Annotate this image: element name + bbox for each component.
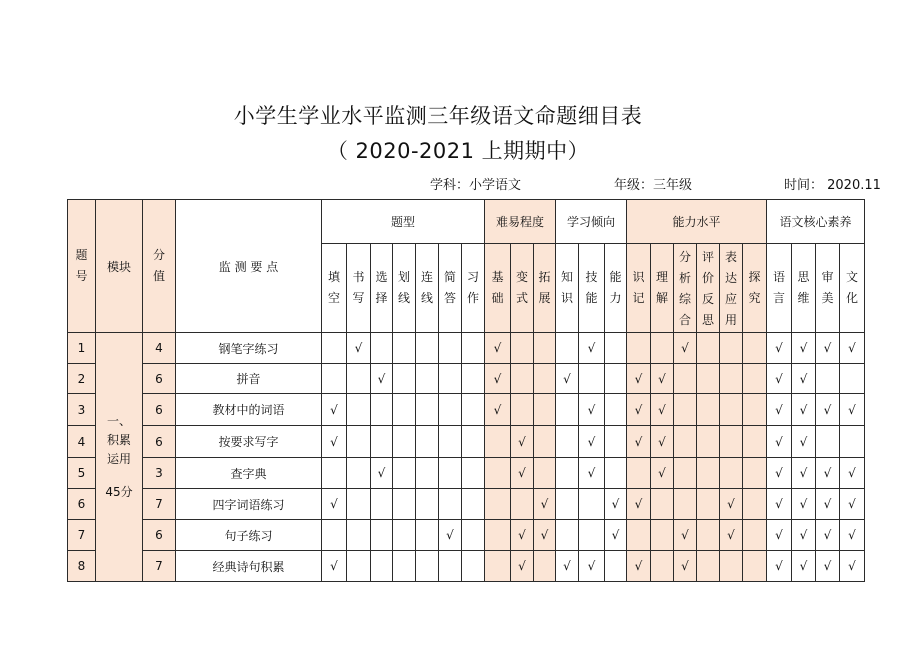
check-cell: √ xyxy=(674,333,697,364)
check-cell: √ xyxy=(322,394,347,426)
check-cell: √ xyxy=(511,520,534,551)
check-cell xyxy=(322,520,347,551)
row-score: 4 xyxy=(143,333,176,364)
check-cell: √ xyxy=(627,426,651,458)
check-cell xyxy=(439,489,462,520)
check-cell: √ xyxy=(534,520,556,551)
check-cell: √ xyxy=(371,458,393,489)
time-label: 时间： 2020.11 xyxy=(784,178,881,193)
row-point: 四字词语练习 xyxy=(176,489,322,520)
row-score: 6 xyxy=(143,364,176,394)
check-cell: √ xyxy=(840,394,865,426)
check-cell xyxy=(743,551,767,582)
row-score: 6 xyxy=(143,520,176,551)
col-header: 思 维 xyxy=(792,244,816,333)
row-score: 6 xyxy=(143,394,176,426)
check-cell xyxy=(462,426,485,458)
check-cell xyxy=(674,489,697,520)
check-cell xyxy=(697,458,720,489)
check-cell: √ xyxy=(792,426,816,458)
check-cell: √ xyxy=(579,333,605,364)
header-group-tendency: 学习倾向 xyxy=(556,200,627,244)
col-header: 习 作 xyxy=(462,244,485,333)
check-cell xyxy=(556,520,579,551)
check-cell xyxy=(743,426,767,458)
check-cell xyxy=(627,520,651,551)
row-number: 3 xyxy=(68,394,96,426)
row-number: 6 xyxy=(68,489,96,520)
col-header: 书 写 xyxy=(347,244,371,333)
check-cell xyxy=(416,489,439,520)
row-point: 句子练习 xyxy=(176,520,322,551)
spec-table xyxy=(67,199,865,582)
check-cell xyxy=(485,426,511,458)
check-cell xyxy=(697,364,720,394)
row-number: 1 xyxy=(68,333,96,364)
row-score: 6 xyxy=(143,426,176,458)
check-cell xyxy=(579,520,605,551)
row-number: 2 xyxy=(68,364,96,394)
check-cell xyxy=(627,333,651,364)
check-cell: √ xyxy=(767,364,792,394)
check-cell xyxy=(697,520,720,551)
module-label: 一、 xyxy=(106,414,131,428)
check-cell xyxy=(462,551,485,582)
table-row xyxy=(68,333,865,364)
check-cell xyxy=(651,551,674,582)
check-cell: √ xyxy=(767,394,792,426)
check-cell: √ xyxy=(347,333,371,364)
row-number: 5 xyxy=(68,458,96,489)
check-cell xyxy=(816,364,840,394)
check-cell xyxy=(720,333,743,364)
check-cell xyxy=(697,426,720,458)
check-cell: √ xyxy=(767,426,792,458)
header-module: 模块 xyxy=(96,200,143,333)
check-cell: √ xyxy=(840,551,865,582)
check-cell xyxy=(347,364,371,394)
check-cell xyxy=(720,426,743,458)
check-cell xyxy=(393,489,416,520)
check-cell xyxy=(371,394,393,426)
row-point: 查字典 xyxy=(176,458,322,489)
check-cell xyxy=(743,333,767,364)
row-point: 教材中的词语 xyxy=(176,394,322,426)
table-row xyxy=(68,520,865,551)
check-cell xyxy=(347,551,371,582)
check-cell xyxy=(371,551,393,582)
check-cell xyxy=(347,520,371,551)
check-cell: √ xyxy=(792,551,816,582)
check-cell: √ xyxy=(816,551,840,582)
check-cell xyxy=(371,489,393,520)
check-cell xyxy=(651,489,674,520)
check-cell: √ xyxy=(720,489,743,520)
check-cell xyxy=(720,551,743,582)
check-cell xyxy=(439,364,462,394)
check-cell xyxy=(743,489,767,520)
check-cell xyxy=(674,364,697,394)
check-cell xyxy=(393,364,416,394)
check-cell xyxy=(651,333,674,364)
check-cell: √ xyxy=(627,364,651,394)
check-cell xyxy=(439,333,462,364)
check-cell xyxy=(393,458,416,489)
subject-label: 学科：小学语文 xyxy=(430,178,522,193)
check-cell: √ xyxy=(816,489,840,520)
check-cell xyxy=(579,364,605,394)
check-cell xyxy=(840,426,865,458)
check-cell xyxy=(605,333,627,364)
check-cell: √ xyxy=(816,394,840,426)
check-cell: √ xyxy=(485,333,511,364)
check-cell: √ xyxy=(485,364,511,394)
check-cell xyxy=(743,394,767,426)
check-cell xyxy=(556,333,579,364)
table-row xyxy=(68,394,865,426)
check-cell xyxy=(556,458,579,489)
check-cell xyxy=(556,394,579,426)
check-cell: √ xyxy=(511,551,534,582)
check-cell xyxy=(720,364,743,394)
module-label: 积累 xyxy=(106,433,131,447)
check-cell: √ xyxy=(651,364,674,394)
check-cell xyxy=(511,333,534,364)
check-cell xyxy=(534,333,556,364)
row-point: 按要求写字 xyxy=(176,426,322,458)
check-cell xyxy=(322,458,347,489)
check-cell xyxy=(416,364,439,394)
check-cell xyxy=(674,458,697,489)
check-cell xyxy=(511,489,534,520)
col-header: 简 答 xyxy=(439,244,462,333)
check-cell xyxy=(697,551,720,582)
check-cell xyxy=(743,364,767,394)
check-cell: √ xyxy=(651,394,674,426)
document-subtitle: （ 2020-2021 上期期中） xyxy=(326,139,590,163)
check-cell xyxy=(743,520,767,551)
check-cell: √ xyxy=(674,551,697,582)
header-group-ability: 能力水平 xyxy=(627,200,767,244)
check-cell: √ xyxy=(556,364,579,394)
check-cell: √ xyxy=(651,458,674,489)
check-cell: √ xyxy=(322,551,347,582)
check-cell xyxy=(462,520,485,551)
check-cell xyxy=(416,333,439,364)
check-cell: √ xyxy=(605,520,627,551)
check-cell: √ xyxy=(767,489,792,520)
check-cell xyxy=(816,426,840,458)
row-number: 8 xyxy=(68,551,96,582)
check-cell xyxy=(605,458,627,489)
col-header: 理 解 xyxy=(651,244,674,333)
check-cell: √ xyxy=(767,520,792,551)
col-header: 分 析 综 合 xyxy=(674,244,697,333)
check-cell xyxy=(651,520,674,551)
check-cell xyxy=(322,333,347,364)
col-header: 选 择 xyxy=(371,244,393,333)
check-cell: √ xyxy=(627,551,651,582)
check-cell xyxy=(534,394,556,426)
col-header: 基 础 xyxy=(485,244,511,333)
check-cell: √ xyxy=(816,458,840,489)
check-cell: √ xyxy=(767,458,792,489)
check-cell xyxy=(743,458,767,489)
check-cell: √ xyxy=(792,394,816,426)
check-cell: √ xyxy=(534,489,556,520)
document-title: 小学生学业水平监测三年级语文命题细目表 xyxy=(233,104,643,128)
check-cell: √ xyxy=(579,458,605,489)
check-cell xyxy=(534,364,556,394)
row-point: 拼音 xyxy=(176,364,322,394)
check-cell xyxy=(371,426,393,458)
check-cell xyxy=(485,489,511,520)
check-cell: √ xyxy=(792,364,816,394)
col-header: 拓 展 xyxy=(534,244,556,333)
check-cell: √ xyxy=(767,551,792,582)
check-cell xyxy=(534,551,556,582)
check-cell: √ xyxy=(651,426,674,458)
check-cell xyxy=(720,458,743,489)
table-row xyxy=(68,364,865,394)
check-cell xyxy=(697,489,720,520)
check-cell xyxy=(347,458,371,489)
check-cell xyxy=(697,333,720,364)
check-cell xyxy=(393,394,416,426)
check-cell: √ xyxy=(792,489,816,520)
row-score: 3 xyxy=(143,458,176,489)
row-number: 4 xyxy=(68,426,96,458)
check-cell xyxy=(393,426,416,458)
row-score: 7 xyxy=(143,551,176,582)
check-cell: √ xyxy=(720,520,743,551)
check-cell xyxy=(462,364,485,394)
check-cell xyxy=(322,364,347,394)
check-cell: √ xyxy=(605,489,627,520)
table-row xyxy=(68,551,865,582)
col-header: 语 言 xyxy=(767,244,792,333)
check-cell xyxy=(605,426,627,458)
check-cell xyxy=(416,520,439,551)
check-cell: √ xyxy=(792,458,816,489)
header-score: 分 值 xyxy=(143,200,176,333)
check-cell: √ xyxy=(322,426,347,458)
check-cell xyxy=(439,426,462,458)
check-cell xyxy=(439,551,462,582)
row-score: 7 xyxy=(143,489,176,520)
check-cell xyxy=(511,394,534,426)
grade-label: 年级：三年级 xyxy=(614,178,693,193)
check-cell: √ xyxy=(439,520,462,551)
check-cell: √ xyxy=(767,333,792,364)
check-cell: √ xyxy=(579,551,605,582)
check-cell: √ xyxy=(840,520,865,551)
check-cell xyxy=(371,520,393,551)
check-cell xyxy=(605,364,627,394)
check-cell xyxy=(347,426,371,458)
check-cell xyxy=(462,394,485,426)
header-group-difficulty: 难易程度 xyxy=(485,200,556,244)
check-cell: √ xyxy=(840,333,865,364)
module-label: 运用 xyxy=(106,452,131,466)
check-cell: √ xyxy=(579,426,605,458)
check-cell xyxy=(371,333,393,364)
header-group-type: 题型 xyxy=(322,200,485,244)
col-header: 技 能 xyxy=(579,244,605,333)
check-cell xyxy=(534,426,556,458)
check-cell xyxy=(393,333,416,364)
check-cell xyxy=(485,520,511,551)
check-cell: √ xyxy=(511,458,534,489)
check-cell xyxy=(439,394,462,426)
check-cell: √ xyxy=(511,426,534,458)
check-cell: √ xyxy=(371,364,393,394)
check-cell xyxy=(579,489,605,520)
col-header: 填 空 xyxy=(322,244,347,333)
row-number: 7 xyxy=(68,520,96,551)
check-cell xyxy=(720,394,743,426)
check-cell xyxy=(697,394,720,426)
col-header: 识 记 xyxy=(627,244,651,333)
check-cell xyxy=(674,426,697,458)
check-cell: √ xyxy=(579,394,605,426)
check-cell xyxy=(393,551,416,582)
col-header: 审 美 xyxy=(816,244,840,333)
check-cell xyxy=(416,394,439,426)
col-header: 文 化 xyxy=(840,244,865,333)
check-cell xyxy=(556,426,579,458)
check-cell xyxy=(347,489,371,520)
col-header: 能 力 xyxy=(605,244,627,333)
table-row xyxy=(68,458,865,489)
check-cell: √ xyxy=(792,333,816,364)
check-cell: √ xyxy=(627,394,651,426)
check-cell xyxy=(674,394,697,426)
row-point: 钢笔字练习 xyxy=(176,333,322,364)
check-cell: √ xyxy=(556,551,579,582)
check-cell xyxy=(485,458,511,489)
col-header: 连 线 xyxy=(416,244,439,333)
check-cell xyxy=(462,489,485,520)
header-group-literacy: 语文核心素养 xyxy=(767,200,865,244)
check-cell: √ xyxy=(816,520,840,551)
check-cell xyxy=(393,520,416,551)
col-header: 表 达 应 用 xyxy=(720,244,743,333)
check-cell xyxy=(416,458,439,489)
col-header: 变 式 xyxy=(511,244,534,333)
check-cell xyxy=(605,551,627,582)
module-cell xyxy=(96,333,143,582)
check-cell xyxy=(347,394,371,426)
check-cell: √ xyxy=(674,520,697,551)
check-cell: √ xyxy=(322,489,347,520)
row-point: 经典诗句积累 xyxy=(176,551,322,582)
check-cell: √ xyxy=(627,489,651,520)
check-cell xyxy=(485,551,511,582)
check-cell xyxy=(439,458,462,489)
check-cell: √ xyxy=(816,333,840,364)
check-cell xyxy=(462,458,485,489)
header-no: 题 号 xyxy=(68,200,96,333)
check-cell: √ xyxy=(485,394,511,426)
check-cell xyxy=(605,394,627,426)
header-point: 监 测 要 点 xyxy=(176,200,322,333)
check-cell xyxy=(462,333,485,364)
check-cell xyxy=(416,426,439,458)
check-cell xyxy=(416,551,439,582)
table-row xyxy=(68,489,865,520)
col-header: 探 究 xyxy=(743,244,767,333)
check-cell xyxy=(840,364,865,394)
check-cell: √ xyxy=(840,489,865,520)
check-cell xyxy=(511,364,534,394)
col-header: 知 识 xyxy=(556,244,579,333)
table-row xyxy=(68,426,865,458)
check-cell xyxy=(627,458,651,489)
col-header: 划 线 xyxy=(393,244,416,333)
module-score: 45分 xyxy=(105,485,133,499)
check-cell: √ xyxy=(840,458,865,489)
check-cell xyxy=(556,489,579,520)
col-header: 评 价 反 思 xyxy=(697,244,720,333)
check-cell xyxy=(534,458,556,489)
check-cell: √ xyxy=(792,520,816,551)
